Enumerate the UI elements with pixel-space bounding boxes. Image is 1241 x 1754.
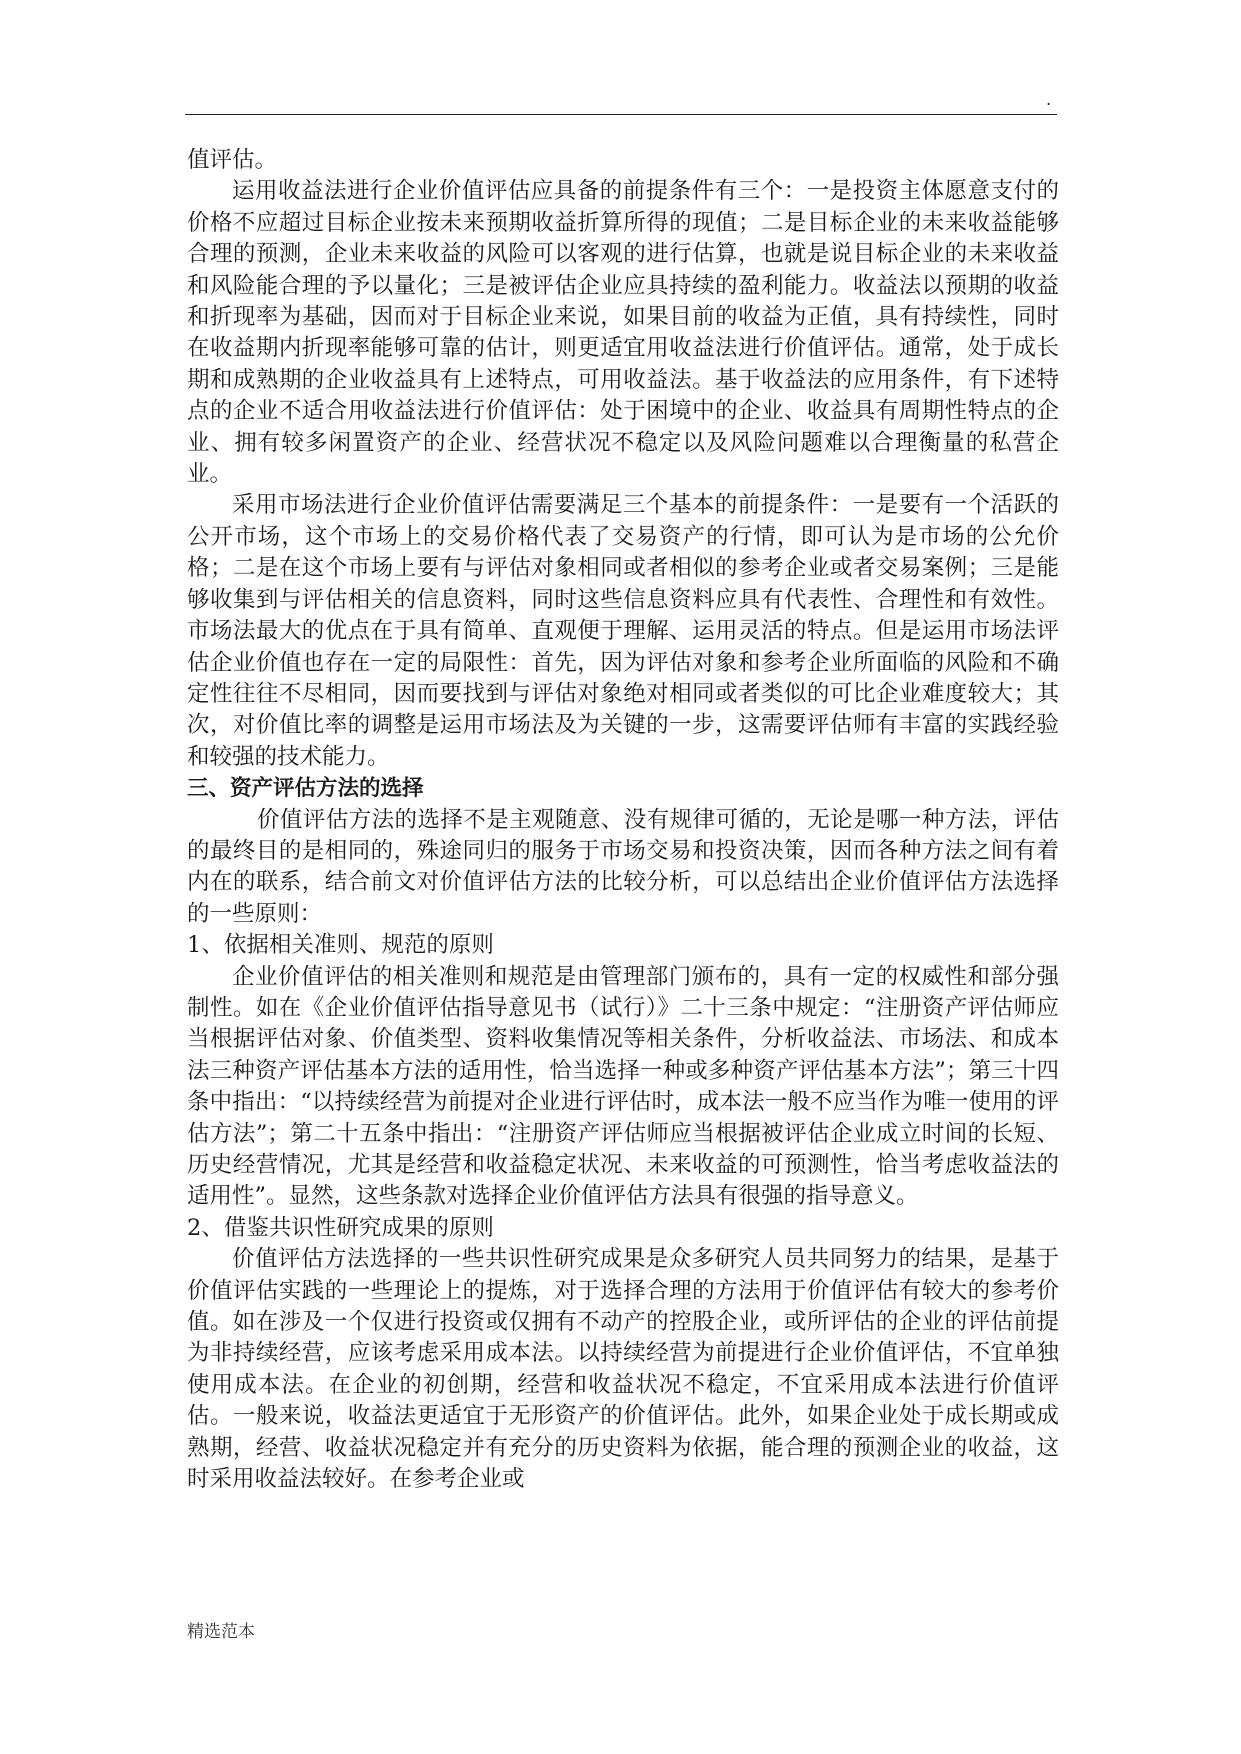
header-dot: . (1046, 90, 1052, 109)
paragraph-continuation: 值评估。 (187, 147, 278, 173)
paragraph-principle-2: 价值评估方法选择的一些共识性研究成果是众多研究人员共同努力的结果，是基于价值评估实践的一些理论上的提炼，对于选择合理的方法用于价值评估有较大的参考价值。如在涉及一个仅进行投资或仅拥有不动产的控股企业，或所评估的企业的评估前提为非持续经营，应该考虑采用成本法。以持续经营为前提进行企业价值评估，不宜单独使用成本法。在企业的初创期，经营和收益状况不稳定，不宜采用成本法进行价值评估。一般来说，收益法更适宜于无形资产的价值评估。此外，如果企业处于成长期或成熟期，经营、收益状况稳定并有充分的历史资料为依据，能合理的预测企业的收益，这时采用收益法较好。在参考企业或 (187, 1246, 1059, 1493)
subheading-principle-1: 1、依据相关准则、规范的原则 (187, 932, 494, 959)
paragraph-income-approach: 运用收益法进行企业价值评估应具备的前提条件有三个：一是投资主体愿意支付的价格不应超过目标企业按未来预期收益折算所得的现值；二是目标企业的未来收益能够合理的预测，企业未来收益的风险可以客观的进行估算，也就是说目标企业的未来收益和风险能合理的予以量化；三是被评估企业应具持续的盈利能力。收益法以预期的收益和折现率为基础，因而对于目标企业来说，如果目前的收益为正值，具有持续性，同时在收益期内折现率能够可靠的估计，则更适宜用收益法进行价值评估。通常，处于成长期和成熟期的企业收益具有上述特点，可用收益法。基于收益法的应用条件，有下述特点的企业不适合用收益法进行价值评估：处于困境中的企业、收益具有周期性特点的企业、拥有较多闲置资产的企业、经营状况不稳定以及风险问题难以合理衡量的私营企业。 (187, 178, 1059, 488)
paragraph-method-selection: 价值评估方法的选择不是主观随意、没有规律可循的，无论是哪一种方法，评估的最终目的是相同的，殊途同归的服务于市场交易和投资决策，因而各种方法之间有着内在的联系，结合前文对价值评估方法的比较分析，可以总结出企业价值评估方法选择的一些原则： (187, 806, 1059, 927)
footer-label: 精选范本 (187, 1622, 255, 1642)
section-heading: 三、资产评估方法的选择 (187, 776, 424, 802)
body-text (187, 145, 1059, 1495)
subheading-principle-2: 2、借鉴共识性研究成果的原则 (187, 1214, 494, 1241)
paragraph-market-approach: 采用市场法进行企业价值评估需要满足三个基本的前提条件：一是要有一个活跃的公开市场，这个市场上的交易价格代表了交易资产的行情，即可认为是市场的公允价格；二是在这个市场上要有与评估对象相同或者相似的参考企业或者交易案例；三是能够收集到与评估相关的信息资料，同时这些信息资料应具有代表性、合理性和有效性。市场法最大的优点在于具有简单、直观便于理解、运用灵活的特点。但是运用市场法评估企业价值也存在一定的局限性：首先，因为评估对象和参考企业所面临的风险和不确定性往往不尽相同，因而要找到与评估对象绝对相同或者类似的可比企业难度较大；其次，对价值比率的调整是运用市场法及为关键的一步，这需要评估师有丰富的实践经验和较强的技术能力。 (187, 492, 1059, 770)
header-rule (185, 114, 1057, 115)
paragraph-principle-1: 企业价值评估的相关准则和规范是由管理部门颁布的，具有一定的权威性和部分强制性。如在《企业价值评估指导意见书（试行）》二十三条中规定：“注册资产评估师应当根据评估对象、价值类型、资料收集情况等相关条件，分析收益法、市场法、和成本法三种资产评估基本方法的适用性，恰当选择一种或多种资产评估基本方法”；第三十四条中指出：“以持续经营为前提对企业进行评估时，成本法一般不应当作为唯一使用的评估方法”；第二十五条中指出：“注册资产评估师应当根据被评估企业成立时间的长短、历史经营情况，尤其是经营和收益稳定状况、未来收益的可预测性，恰当考虑收益法的适用性”。显然，这些条款对选择企业价值评估方法具有很强的指导意义。 (187, 963, 1059, 1210)
